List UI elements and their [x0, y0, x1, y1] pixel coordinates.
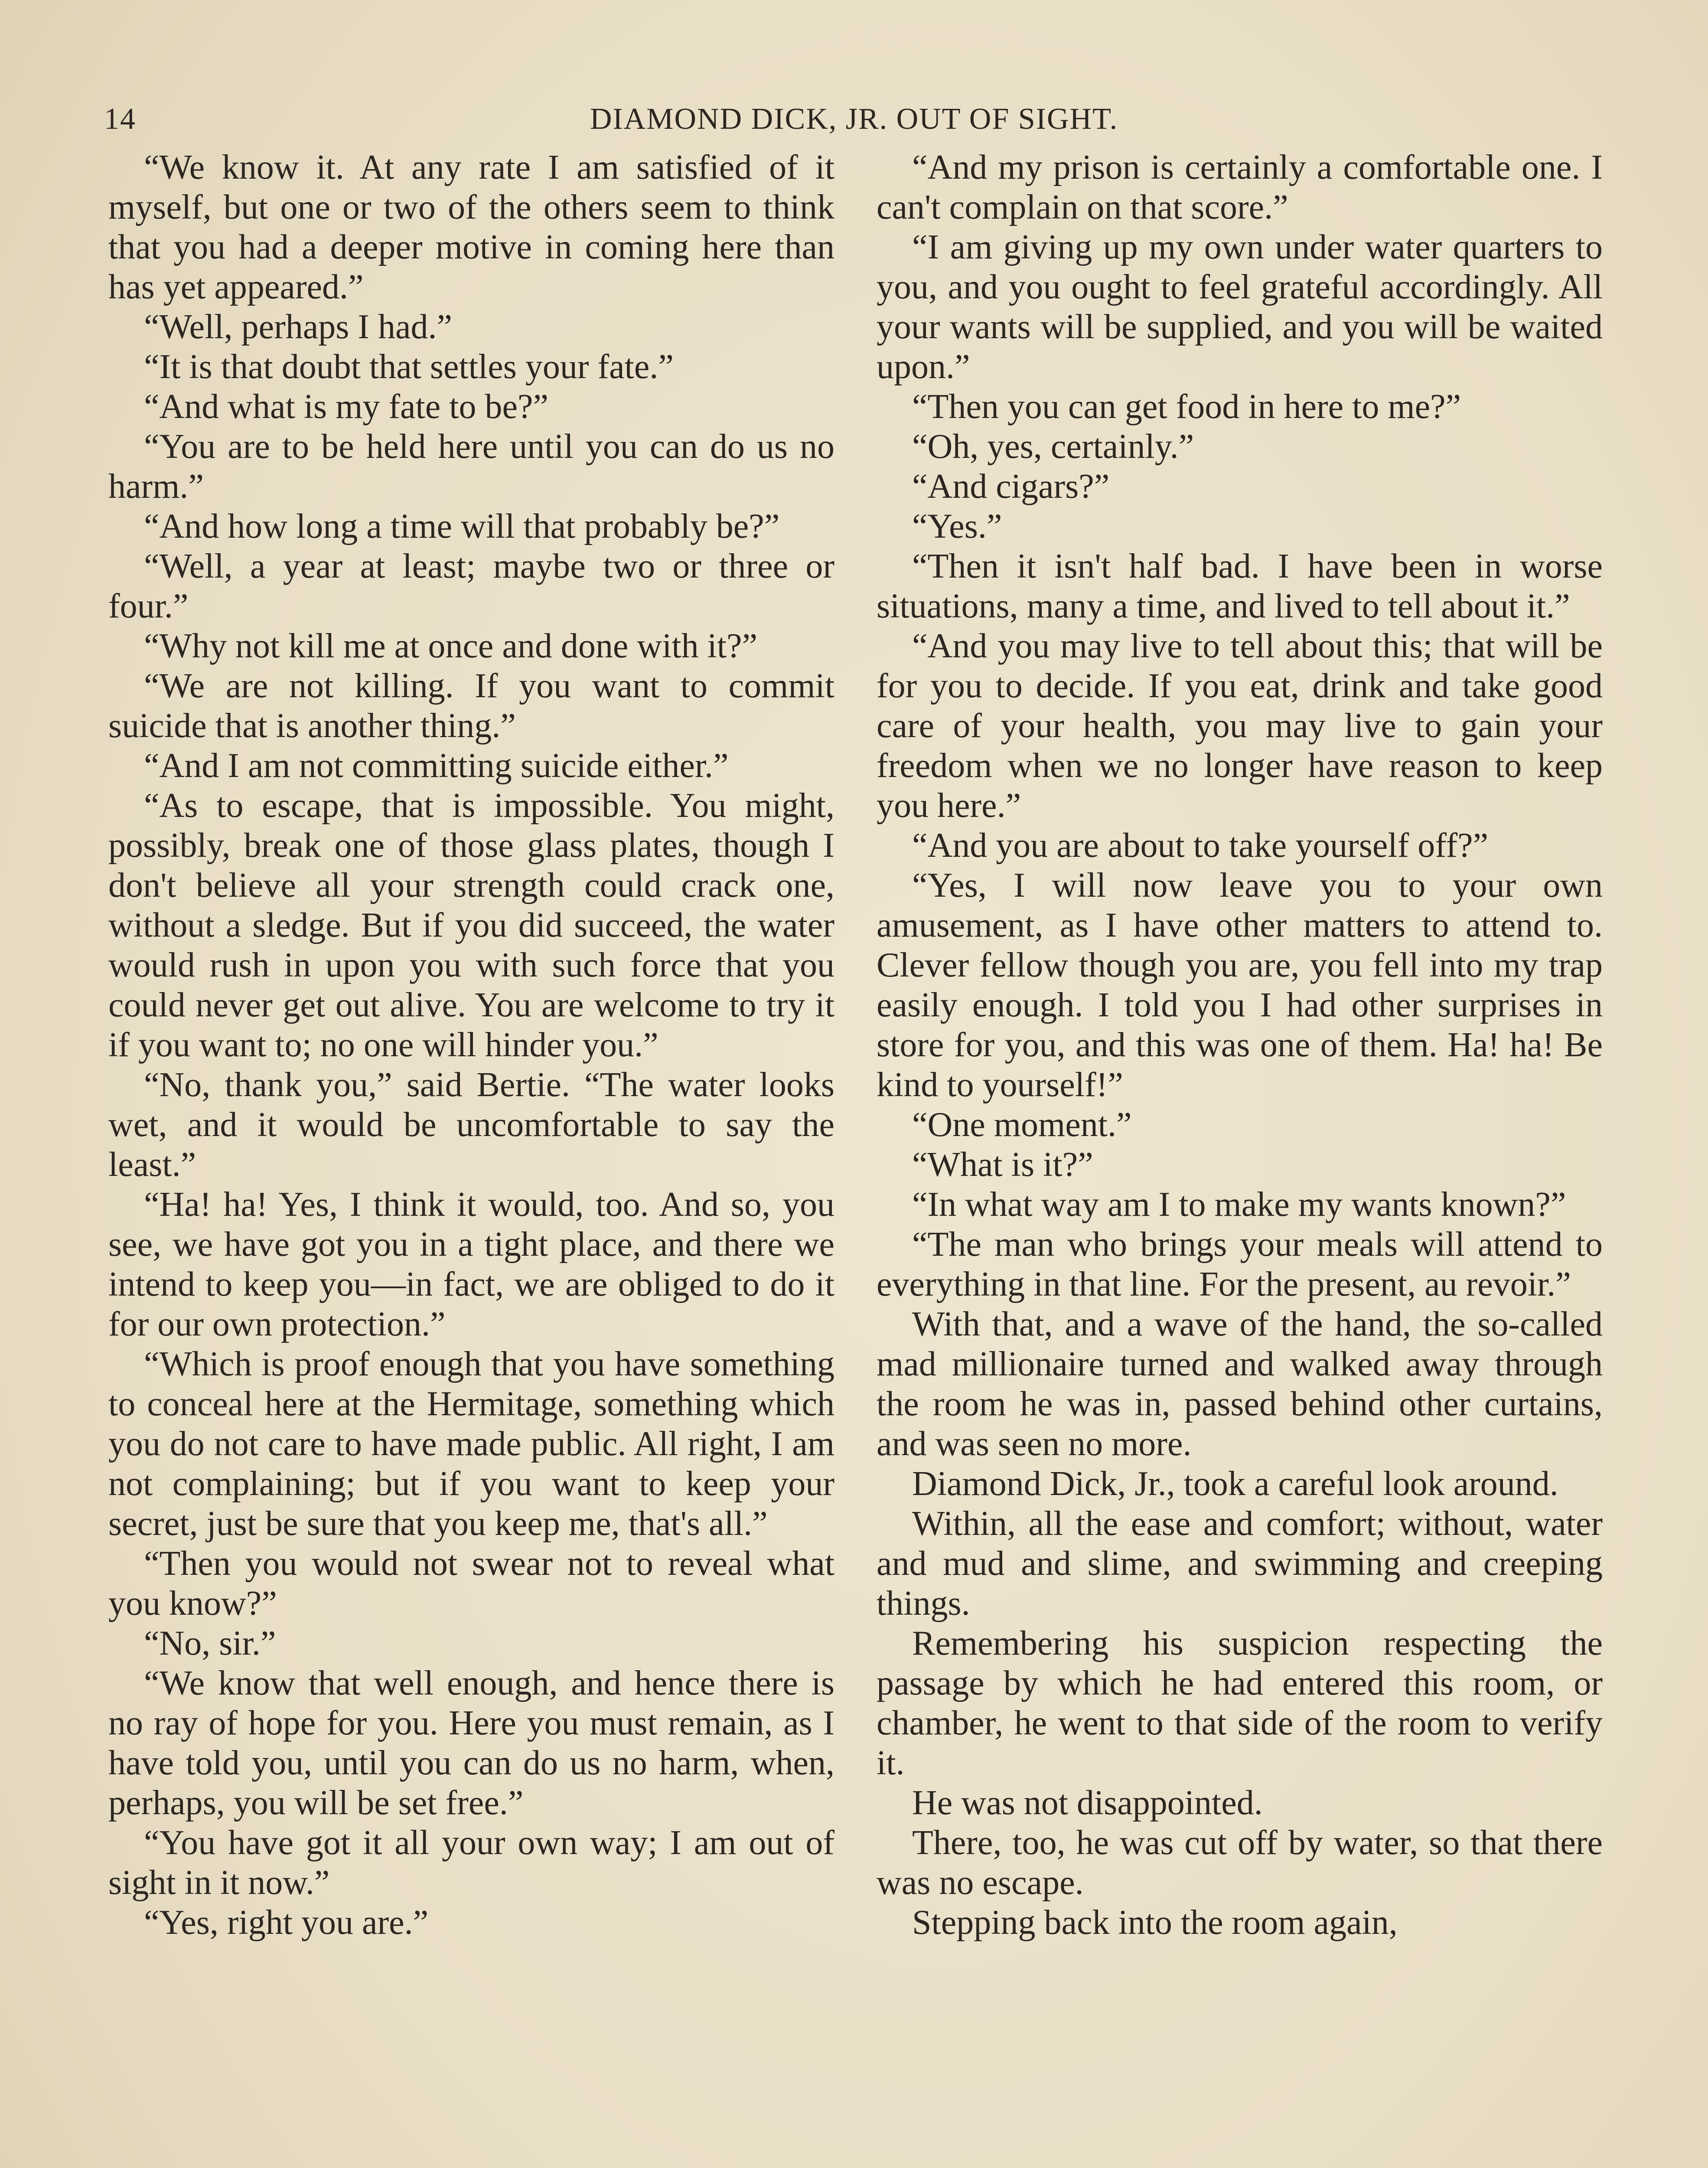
- paragraph: “You are to be held here until you can do us no harm.”: [108, 428, 834, 506]
- paragraph: “We know it. At any rate I am satisfied of it myself, but one or two of the others seem to think that you had a deeper motive in coming here than has yet appeared.”: [108, 148, 834, 306]
- paragraph: “No, thank you,” said Bertie. “The water looks wet, and it would be uncomfortable to say the least.”: [108, 1066, 834, 1184]
- paragraph: “And what is my fate to be?”: [144, 388, 549, 426]
- paragraph: Diamond Dick, Jr., took a careful look around.: [912, 1465, 1558, 1503]
- paragraph: “Then you would not swear not to reveal what you know?”: [108, 1544, 834, 1623]
- paragraph: “What is it?”: [912, 1146, 1093, 1184]
- paragraph: “And I am not committing suicide either.”: [144, 747, 729, 785]
- paragraph: “Well, a year at least; maybe two or three or four.”: [108, 547, 834, 625]
- paragraph: “Yes, right you are.”: [144, 1904, 429, 1942]
- paragraph: “Why not kill me at once and done with it?”: [144, 627, 758, 665]
- paragraph: “Yes, I will now leave you to your own amusement, as I have other matters to attend to. Clever fellow though you are, you fell into my trap easily enough. I told you I had other surprises in store for you, and this was one of them. Ha! ha! Be kind to yourself!”: [877, 866, 1603, 1104]
- paragraph: Stepping back into the room again,: [912, 1904, 1398, 1942]
- page-number: 14: [104, 102, 136, 136]
- paragraph: “And cigars?”: [912, 467, 1110, 506]
- paragraph: “Then it isn't half bad. I have been in worse situations, many a time, and lived to tell about it.”: [877, 547, 1603, 625]
- paragraph: “Ha! ha! Yes, I think it would, too. And so, you see, we have got you in a tight place, and there we intend to keep you—in fact, we are obliged to do it for our own protection.”: [108, 1185, 834, 1343]
- paragraph: With that, and a wave of the hand, the so-called mad millionaire turned and walked away through the room he was in, passed behind other curtains, and was seen no more.: [877, 1305, 1603, 1463]
- paragraph: “As to escape, that is impossible. You might, possibly, break one of those glass plates, though I don't believe all your strength could crack one, without a sledge. But if you did succeed, the water would rush in upon you with such force that you could never get out alive. You are welcome to try it if you want to; no one will hinder you.”: [108, 787, 834, 1064]
- right-column: [877, 147, 1603, 2168]
- paragraph: “And you may live to tell about this; that will be for you to decide. If you eat, drink and take good care of your health, you may live to gain your freedom when we no longer have reason to keep you here.”: [877, 627, 1603, 825]
- paragraph: “It is that doubt that settles your fate.”: [144, 348, 674, 386]
- left-column: [108, 147, 834, 2168]
- paragraph: Within, all the ease and comfort; without, water and mud and slime, and swimming and creeping things.: [877, 1505, 1603, 1623]
- paragraph: “I am giving up my own under water quarters to you, and you ought to feel grateful accordingly. All your wants will be supplied, and you will be waited upon.”: [877, 228, 1603, 386]
- paragraph: “Oh, yes, certainly.”: [912, 428, 1194, 466]
- paragraph: “One moment.”: [912, 1106, 1132, 1144]
- paragraph: “You have got it all your own way; I am out of sight in it now.”: [108, 1824, 834, 1902]
- paragraph: “In what way am I to make my wants known?”: [912, 1185, 1566, 1224]
- paragraph: “And my prison is certainly a comfortable one. I can't complain on that score.”: [877, 148, 1603, 226]
- paragraph: “Yes.”: [912, 507, 1002, 545]
- running-head: [104, 89, 1604, 137]
- paragraph: “And how long a time will that probably be?”: [144, 507, 780, 545]
- running-title: DIAMOND DICK, JR. OUT OF SIGHT.: [590, 102, 1118, 136]
- paragraph: “No, sir.”: [144, 1624, 276, 1662]
- paragraph: “Then you can get food in here to me?”: [912, 388, 1461, 426]
- paragraph: Remembering his suspicion respecting the passage by which he had entered this room, or chamber, he went to that side of the room to verify it.: [877, 1624, 1603, 1782]
- paragraph: “We are not killing. If you want to commit suicide that is another thing.”: [108, 667, 834, 745]
- paragraph: “Well, perhaps I had.”: [144, 308, 453, 346]
- paragraph: “And you are about to take yourself off?”: [912, 826, 1489, 865]
- paragraph: There, too, he was cut off by water, so that there was no escape.: [877, 1824, 1603, 1902]
- paragraph: “Which is proof enough that you have something to conceal here at the Hermitage, something which you do not care to have made public. All right, I am not complaining; but if you want to keep your secret, just be sure that you keep me, that's all.”: [108, 1345, 834, 1543]
- paragraph: “We know that well enough, and hence there is no ray of hope for you. Here you must remain, as I have told you, until you can do us no harm, when, perhaps, you will be set free.”: [108, 1664, 834, 1822]
- paragraph: He was not disappointed.: [912, 1784, 1263, 1822]
- paragraph: “The man who brings your meals will attend to everything in that line. For the present, au revoir.”: [877, 1225, 1603, 1303]
